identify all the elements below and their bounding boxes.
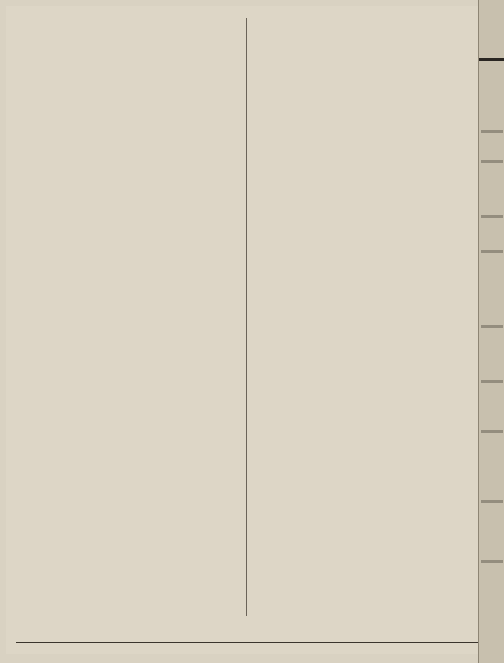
- column-text-fragment: [481, 560, 503, 563]
- page-sheet: [6, 6, 478, 654]
- column-text-fragment: [481, 130, 503, 133]
- masthead-rule: [479, 58, 504, 61]
- column-text-fragment: [481, 500, 503, 503]
- adjacent-page-edge: [478, 0, 504, 663]
- column-text-fragment: [481, 215, 503, 218]
- footer-rule: [16, 642, 478, 643]
- column-text-fragment: [481, 160, 503, 163]
- column-divider: [246, 18, 247, 616]
- column-text-fragment: [481, 380, 503, 383]
- column-text-fragment: [481, 325, 503, 328]
- column-text-fragment: [481, 250, 503, 253]
- column-text-fragment: [481, 430, 503, 433]
